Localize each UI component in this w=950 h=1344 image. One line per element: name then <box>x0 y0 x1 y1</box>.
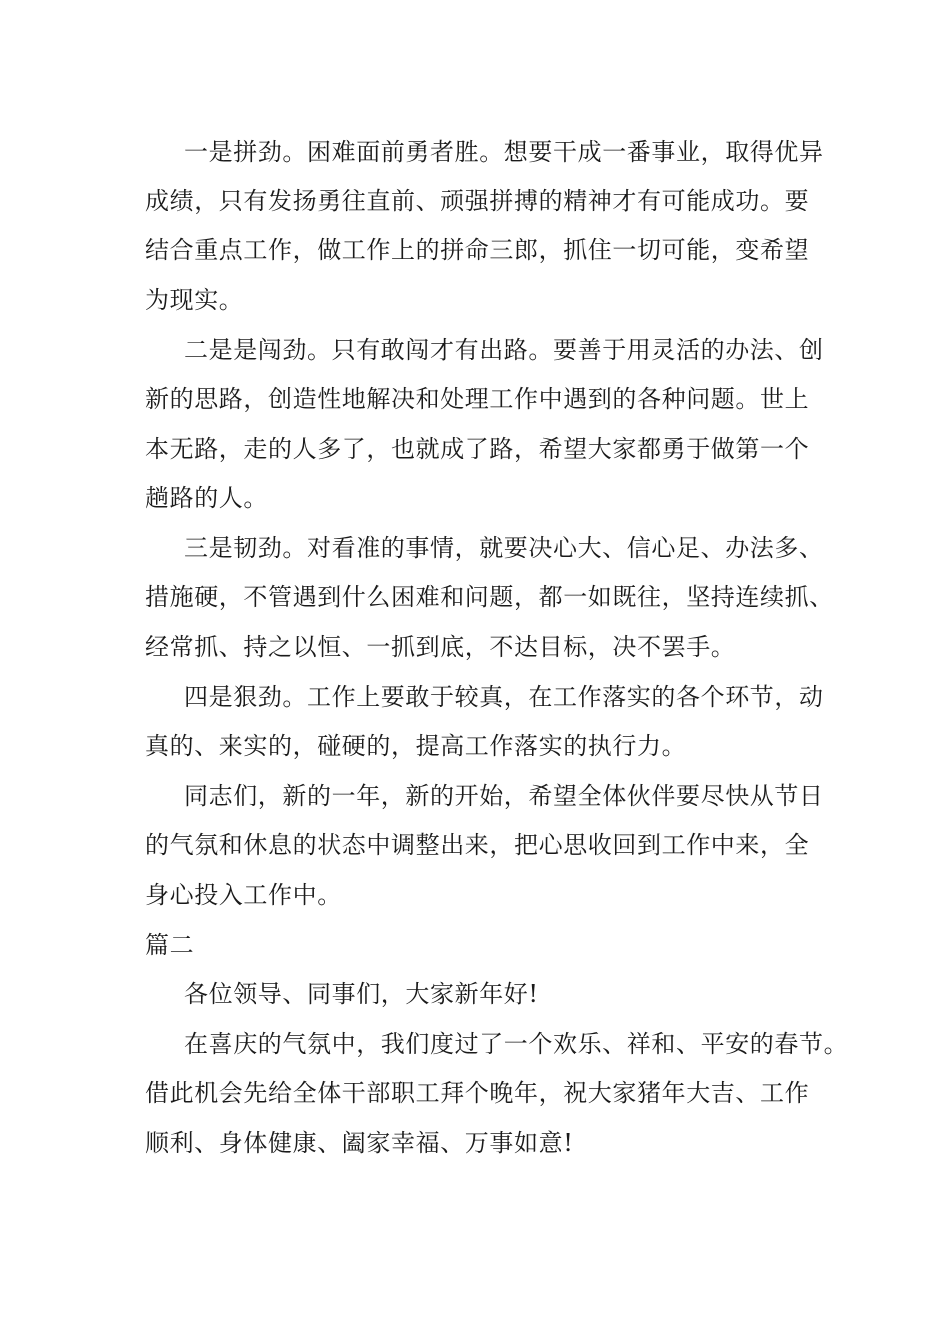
text-line: 为现实。 <box>145 286 244 314</box>
text-line: 四是狠劲。工作上要敢于较真，在工作落实的各个环节，动 <box>184 683 824 711</box>
text-line: 本无路，走的人多了，也就成了路，希望大家都勇于做第一个 <box>145 435 810 463</box>
text-line: 新的思路，创造性地解决和处理工作中遇到的各种问题。世上 <box>145 385 810 413</box>
text-line: 经常抓、持之以恒、一抓到底，不达目标，决不罢手。 <box>145 633 736 661</box>
text-line: 成绩，只有发扬勇往直前、顽强拼搏的精神才有可能成功。要 <box>145 187 810 215</box>
text-line: 借此机会先给全体干部职工拜个晚年，祝大家猪年大吉、工作 <box>145 1079 810 1107</box>
text-line: 结合重点工作，做工作上的拼命三郎，抓住一切可能，变希望 <box>145 236 810 264</box>
text-line: 各位领导、同事们，大家新年好! <box>184 980 539 1008</box>
text-line: 三是韧劲。对看准的事情，就要决心大、信心足、办法多、 <box>184 534 824 562</box>
text-line: 在喜庆的气氛中，我们度过了一个欢乐、祥和、平安的春节。 <box>184 1030 849 1058</box>
text-line: 措施硬，不管遇到什么困难和问题，都一如既往，坚持连续抓、 <box>145 583 834 611</box>
text-line: 真的、来实的，碰硬的，提高工作落实的执行力。 <box>145 732 687 760</box>
section-heading: 篇二 <box>145 931 195 959</box>
text-line: 的气氛和休息的状态中调整出来，把心思收回到工作中来，全 <box>145 831 810 859</box>
text-line: 顺利、身体健康、阖家幸福、万事如意! <box>145 1129 574 1157</box>
text-line: 二是是闯劲。只有敢闯才有出路。要善于用灵活的办法、创 <box>184 336 824 364</box>
text-line: 身心投入工作中。 <box>145 881 342 909</box>
text-line: 同志们，新的一年，新的开始，希望全体伙伴要尽快从节日 <box>184 782 824 810</box>
text-line: 趟路的人。 <box>145 484 268 512</box>
text-line: 一是拼劲。困难面前勇者胜。想要干成一番事业，取得优异 <box>184 138 824 166</box>
